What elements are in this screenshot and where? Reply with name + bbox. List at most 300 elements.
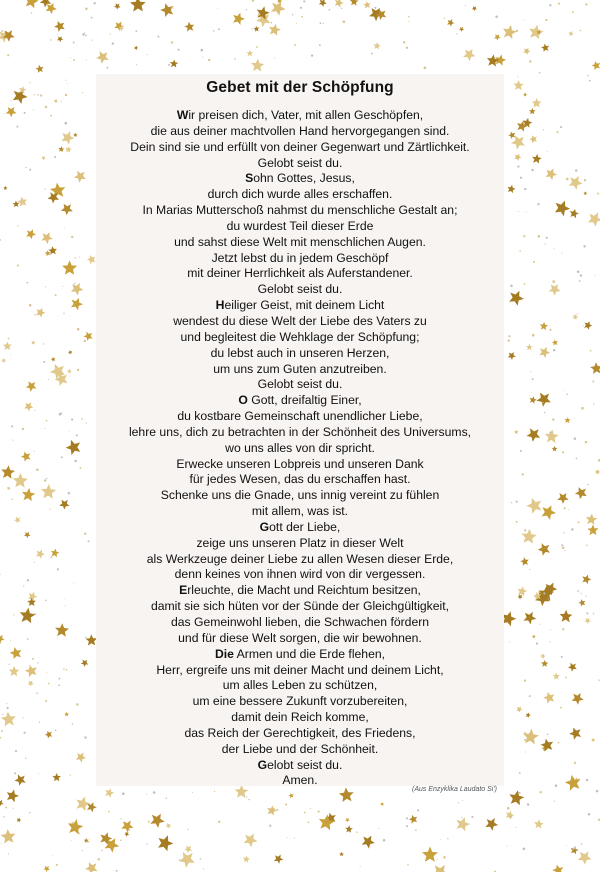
sparkle-dot: [318, 811, 320, 813]
sparkle-dot: [524, 739, 526, 741]
star-icon: [595, 469, 600, 474]
sparkle-dot: [101, 850, 103, 852]
star-icon: [28, 592, 37, 602]
sparkle-dot: [519, 250, 521, 252]
star-icon: [520, 557, 529, 566]
sparkle-dot: [273, 808, 275, 810]
sparkle-dot: [23, 585, 24, 586]
sparkle-dot: [356, 832, 357, 833]
line-text: damit dein Reich komme,: [231, 710, 369, 725]
star-icon: [26, 381, 37, 392]
sparkle-dot: [59, 678, 61, 680]
star-icon: [553, 673, 560, 680]
line-text: das Reich der Gerechtigkeit, des Friedens,: [184, 725, 416, 740]
sparkle-dot: [296, 23, 297, 24]
sparkle-dot: [566, 178, 569, 181]
star-icon: [552, 446, 558, 452]
sparkle-dot: [539, 624, 540, 625]
sparkle-dot: [178, 49, 180, 51]
star-icon: [555, 201, 570, 217]
line-text: mit allem, was ist.: [251, 504, 349, 519]
sparkle-dot: [40, 94, 42, 96]
prayer-line: [96, 219, 504, 235]
star-icon: [36, 550, 45, 559]
star-icon: [166, 823, 172, 829]
sparkle-dot: [562, 451, 564, 453]
prayer-line: [96, 583, 504, 599]
star-icon: [26, 229, 36, 239]
line-text: und für diese Welt sorgen, die wir bewohnen.: [178, 630, 422, 645]
sparkle-dot: [43, 361, 45, 363]
sparkle-dot: [46, 420, 48, 422]
sparkle-dot: [120, 818, 121, 819]
sparkle-dot: [0, 737, 1, 739]
sparkle-dot: [562, 547, 565, 550]
sparkle-dot: [148, 821, 150, 823]
sparkle-dot: [36, 692, 38, 694]
star-icon: [105, 788, 114, 797]
sparkle-dot: [26, 282, 28, 284]
sparkle-dot: [558, 742, 560, 744]
prayer-line: [96, 330, 504, 346]
sparkle-dot: [584, 179, 586, 181]
star-icon: [569, 728, 581, 740]
star-icon: [65, 146, 72, 153]
sparkle-dot: [542, 402, 543, 403]
sparkle-dot: [518, 211, 519, 212]
sparkle-dot: [11, 100, 12, 101]
sparkle-dot: [86, 59, 87, 60]
initial-letter: W: [176, 108, 189, 122]
sparkle-dot: [34, 410, 35, 411]
star-icon: [59, 500, 69, 510]
sparkle-dot: [79, 833, 80, 834]
sparkle-dot: [77, 328, 80, 331]
sparkle-dot: [0, 642, 1, 644]
sparkle-dot: [294, 44, 296, 46]
star-icon: [74, 171, 86, 183]
sparkle-dot: [202, 57, 203, 58]
sparkle-dot: [4, 113, 5, 114]
star-icon: [267, 806, 277, 816]
sparkle-dot: [550, 629, 551, 630]
prayer-line: [96, 472, 504, 488]
sparkle-dot: [577, 313, 578, 314]
star-icon: [578, 851, 592, 864]
sparkle-dot: [546, 237, 548, 239]
sparkle-dot: [50, 115, 52, 117]
sparkle-dot: [526, 212, 527, 213]
sparkle-dot: [553, 349, 555, 351]
prayer-line: [96, 631, 504, 647]
sparkle-dot: [524, 188, 526, 190]
sparkle-dot: [34, 613, 36, 615]
sparkle-dot: [13, 808, 14, 809]
sparkle-dot: [522, 473, 524, 475]
sparkle-dot: [71, 418, 73, 420]
sparkle-dot: [517, 165, 519, 167]
initial-letter: E: [179, 583, 188, 598]
sparkle-dot: [88, 841, 89, 842]
star-icon: [24, 532, 31, 538]
star-icon: [524, 612, 537, 625]
star-icon: [3, 186, 7, 190]
sparkle-dot: [580, 30, 582, 32]
sparkle-dot: [91, 39, 92, 40]
prayer-line: [96, 266, 504, 282]
sparkle-dot: [24, 112, 26, 114]
sparkle-dot: [578, 521, 580, 523]
sparkle-dot: [593, 403, 594, 404]
sparkle-dot: [4, 469, 5, 470]
star-icon: [42, 156, 46, 160]
sparkle-dot: [524, 20, 525, 21]
sparkle-dot: [561, 656, 563, 658]
star-icon: [508, 352, 516, 360]
source-citation: (Aus Enzyklika Laudato Si'): [412, 786, 497, 793]
sparkle-dot: [319, 22, 321, 24]
sparkle-dot: [64, 228, 65, 229]
sparkle-dot: [556, 131, 558, 133]
star-icon: [13, 89, 28, 104]
star-icon: [184, 22, 194, 32]
star-icon: [87, 255, 96, 264]
sparkle-dot: [217, 8, 218, 9]
star-icon: [13, 473, 28, 488]
star-icon: [31, 340, 35, 345]
sparkle-dot: [523, 235, 525, 237]
sparkle-dot: [13, 614, 14, 615]
line-text: Armen und die Erde flehen,: [233, 646, 386, 661]
sparkle-dot: [116, 870, 118, 872]
sparkle-dot: [519, 792, 521, 794]
sparkle-dot: [94, 2, 96, 4]
sparkle-dot: [565, 677, 567, 679]
sparkle-dot: [85, 7, 88, 10]
star-icon: [43, 866, 50, 872]
line-text: lehre uns, dich zu betrachten in der Schönheit des Universums,: [128, 424, 472, 439]
prayer-line: [96, 187, 504, 203]
sparkle-dot: [77, 369, 79, 371]
sparkle-dot: [310, 808, 311, 809]
sparkle-dot: [107, 67, 109, 69]
prayer-line: [96, 552, 504, 568]
sparkle-dot: [560, 707, 562, 709]
sparkle-dot: [589, 80, 591, 82]
star-icon: [24, 402, 33, 411]
prayer-line: [96, 615, 504, 631]
sparkle-dot: [383, 839, 386, 842]
star-icon: [51, 549, 60, 558]
star-icon: [124, 832, 129, 837]
sparkle-dot: [554, 248, 555, 249]
star-icon: [81, 660, 89, 667]
prayer-line: [96, 647, 504, 663]
initial-letter: Die: [214, 646, 234, 661]
line-text: du lebst auch in unseren Herzen,: [210, 345, 390, 360]
sparkle-dot: [10, 354, 11, 355]
sparkle-dot: [533, 261, 535, 263]
star-icon: [71, 283, 84, 296]
sparkle-dot: [408, 16, 410, 18]
sparkle-dot: [69, 431, 70, 432]
sparkle-dot: [82, 850, 83, 851]
sparkle-dot: [507, 807, 510, 810]
prayer-line: [96, 663, 504, 679]
star-icon: [54, 99, 58, 103]
star-icon: [549, 284, 561, 295]
sparkle-dot: [157, 36, 159, 38]
prayer-line: [96, 742, 504, 758]
sparkle-dot: [29, 169, 31, 171]
sparkle-dot: [529, 569, 530, 570]
star-icon: [1, 712, 16, 727]
sparkle-dot: [55, 730, 57, 732]
line-text: Erwecke unseren Lobpreis und unseren Dank: [176, 456, 424, 471]
sparkle-dot: [7, 474, 8, 475]
star-icon: [422, 847, 438, 862]
sparkle-dot: [17, 225, 18, 226]
prayer-line: [96, 140, 504, 156]
sparkle-dot: [33, 109, 34, 110]
star-icon: [251, 59, 264, 72]
star-icon: [514, 430, 519, 435]
sparkle-dot: [561, 212, 562, 213]
sparkle-dot: [135, 30, 137, 32]
sparkle-dot: [563, 532, 564, 533]
star-icon: [85, 862, 98, 872]
star-icon: [459, 27, 464, 32]
sparkle-dot: [60, 412, 62, 414]
sparkle-dot: [574, 847, 576, 849]
sparkle-dot: [585, 596, 586, 597]
star-icon: [9, 666, 20, 676]
sparkle-dot: [80, 467, 82, 469]
star-icon: [76, 752, 86, 762]
sparkle-dot: [562, 628, 564, 630]
prayer-line: [96, 504, 504, 520]
sparkle-dot: [108, 811, 110, 813]
star-icon: [536, 393, 550, 407]
sparkle-dot: [74, 460, 76, 462]
star-icon: [526, 498, 541, 514]
sparkle-dot: [27, 638, 29, 640]
star-icon: [432, 865, 448, 872]
star-icon: [22, 488, 35, 501]
line-text: Dein sind sie und erfüllt von deiner Gegenwart und Zärtlichkeit.: [130, 139, 470, 154]
sparkle-dot: [403, 41, 405, 43]
sparkle-dot: [524, 732, 527, 735]
star-icon: [64, 712, 69, 717]
star-icon: [532, 154, 542, 164]
sparkle-dot: [7, 707, 9, 709]
sparkle-dot: [0, 239, 1, 241]
star-icon: [502, 611, 516, 626]
line-text: und begleitest die Wehklage der Schöpfung;: [180, 329, 420, 344]
star-icon: [409, 815, 417, 824]
prayer-line: [96, 758, 504, 774]
star-icon: [269, 24, 281, 36]
sparkle-dot: [308, 821, 310, 823]
sparkle-dot: [58, 684, 60, 686]
sparkle-dot: [294, 838, 295, 839]
sparkle-dot: [508, 335, 510, 337]
prayer-line: [96, 314, 504, 330]
star-icon: [57, 36, 63, 42]
sparkle-dot: [84, 736, 86, 738]
prayer-line: [96, 710, 504, 726]
line-text: Amen.: [282, 773, 318, 788]
prayer-line: [96, 536, 504, 552]
prayer-line: [96, 235, 504, 251]
star-icon: [14, 517, 21, 524]
sparkle-dot: [508, 340, 510, 342]
sparkle-dot: [274, 58, 275, 59]
star-icon: [570, 209, 579, 218]
sparkle-dot: [37, 662, 38, 663]
star-icon: [463, 49, 475, 61]
star-icon: [523, 729, 539, 745]
prayer-line: [96, 108, 504, 124]
star-icon: [67, 369, 72, 374]
prayer-line: [96, 599, 504, 615]
star-icon: [58, 146, 64, 152]
line-text: Gelobt seist du.: [257, 282, 343, 297]
star-icon: [55, 623, 69, 637]
sparkle-dot: [64, 605, 65, 606]
star-icon: [15, 774, 26, 785]
sparkle-dot: [129, 829, 131, 831]
star-icon: [542, 505, 556, 520]
sparkle-dot: [82, 92, 83, 93]
sparkle-dot: [64, 599, 65, 600]
sparkle-dot: [594, 275, 595, 276]
star-icon: [530, 396, 537, 404]
star-icon: [588, 212, 600, 226]
sparkle-dot: [409, 21, 410, 22]
sparkle-dot: [2, 714, 3, 715]
sparkle-dot: [8, 853, 9, 854]
star-icon: [0, 800, 4, 807]
sparkle-dot: [76, 703, 78, 705]
sparkle-dot: [45, 700, 47, 702]
star-icon: [96, 51, 109, 64]
star-icon: [456, 817, 470, 831]
sparkle-dot: [520, 450, 522, 452]
star-icon: [1, 465, 15, 479]
sparkle-dot: [564, 507, 566, 509]
star-icon: [447, 19, 454, 27]
sparkle-dot: [9, 664, 10, 665]
sparkle-dot: [527, 803, 529, 805]
sparkle-dot: [136, 64, 137, 65]
line-text: die aus deiner machtvollen Hand hervorgegangen sind.: [150, 123, 450, 138]
sparkle-dot: [14, 772, 16, 774]
sparkle-dot: [579, 280, 581, 282]
star-icon: [3, 342, 12, 351]
sparkle-dot: [16, 126, 18, 128]
line-text: In Marias Mutterschoß nahmst du menschliche Gestalt an;: [142, 203, 458, 218]
star-icon: [587, 525, 598, 536]
sparkle-dot: [37, 94, 38, 95]
star-icon: [508, 132, 515, 139]
sparkle-dot: [11, 425, 13, 427]
star-icon: [20, 608, 36, 624]
star-icon: [572, 693, 584, 705]
sparkle-dot: [74, 582, 75, 583]
sparkle-dot: [549, 641, 550, 642]
sparkle-dot: [585, 3, 587, 5]
sparkle-dot: [523, 848, 526, 851]
sparkle-dot: [22, 428, 24, 430]
star-icon: [509, 291, 524, 306]
sparkle-dot: [44, 428, 45, 429]
sparkle-dot: [248, 799, 249, 800]
star-icon: [516, 706, 522, 712]
star-icon: [569, 176, 583, 190]
sparkle-dot: [85, 637, 86, 638]
line-text: damit sie sich hüten vor der Sünde der Gleichgültigkeit,: [150, 599, 450, 614]
line-text: du kostbare Gemeinschaft unendlicher Liebe,: [177, 409, 423, 424]
sparkle-dot: [63, 313, 64, 314]
prayer-line: [96, 377, 504, 393]
sparkle-dot: [520, 177, 522, 179]
star-icon: [573, 314, 579, 320]
star-icon: [541, 739, 554, 752]
sparkle-dot: [558, 3, 560, 5]
star-icon: [534, 819, 544, 828]
sparkle-dot: [524, 529, 526, 531]
sparkle-dot: [62, 286, 63, 287]
sparkle-dot: [48, 683, 50, 685]
sparkle-dot: [586, 612, 588, 614]
star-icon: [518, 594, 523, 599]
sparkle-dot: [591, 531, 592, 532]
initial-letter: H: [215, 298, 225, 313]
initial-letter: G: [257, 757, 268, 772]
sparkle-dot: [251, 29, 252, 30]
star-icon: [523, 92, 527, 96]
star-icon: [568, 663, 577, 672]
sparkle-dot: [576, 778, 578, 780]
line-text: eiliger Geist, mit deinem Licht: [224, 298, 385, 313]
sparkle-dot: [86, 423, 87, 424]
sparkle-dot: [31, 619, 32, 620]
sparkle-dot: [566, 845, 567, 846]
sparkle-dot: [287, 837, 288, 838]
sparkle-dot: [45, 286, 46, 287]
star-icon: [170, 60, 178, 68]
sparkle-dot: [32, 658, 34, 660]
star-icon: [590, 362, 600, 374]
prayer-line: [96, 346, 504, 362]
star-icon: [514, 154, 521, 161]
sparkle-dot: [544, 412, 546, 414]
sparkle-dot: [85, 34, 87, 36]
sparkle-dot: [214, 791, 215, 792]
line-text: zeige uns unseren Platz in dieser Welt: [196, 535, 404, 550]
star-icon: [48, 246, 57, 255]
line-text: ohn Gottes, Jesus,: [253, 171, 355, 186]
sparkle-dot: [407, 864, 409, 866]
sparkle-dot: [343, 21, 346, 24]
sparkle-dot: [577, 590, 579, 592]
star-icon: [560, 610, 573, 623]
star-icon: [529, 108, 536, 114]
line-text: ott der Liebe,: [269, 519, 341, 534]
sparkle-dot: [447, 838, 448, 839]
sparkle-dot: [378, 828, 379, 829]
